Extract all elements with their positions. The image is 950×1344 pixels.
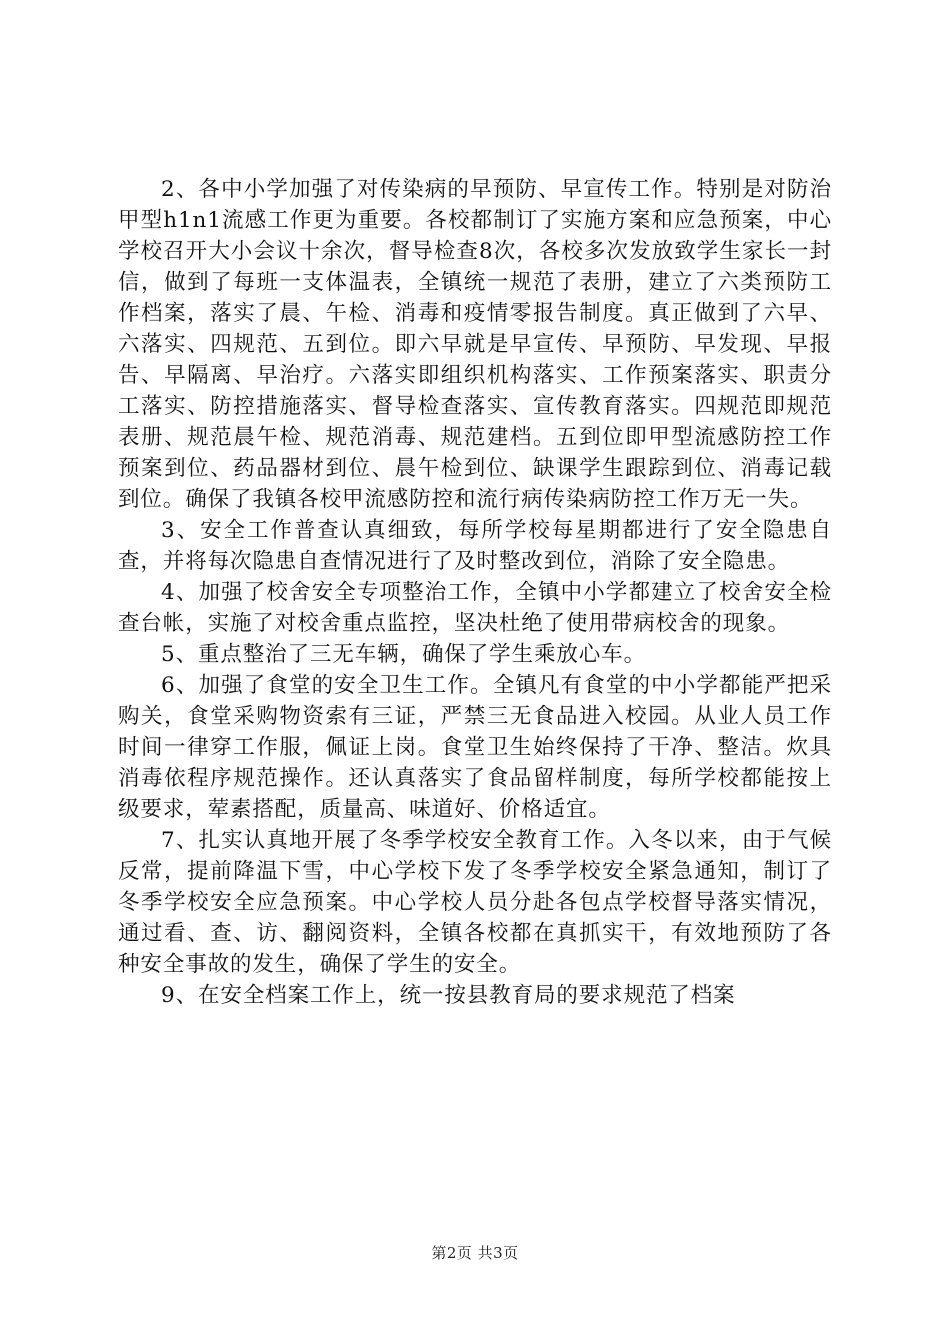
paragraph-4: 4、加强了校舍安全专项整治工作，全镇中小学都建立了校舍安全检查台帐，实施了对校舍重点监控，坚决杜绝了使用带病校舍的现象。 <box>118 580 832 636</box>
document-body <box>118 174 832 1011</box>
page-footer: 第2页 共3页 <box>431 1244 519 1262</box>
paragraph-3: 3、安全工作普查认真细致，每所学校每星期都进行了安全隐患自查，并将每次隐患自查情况进行了及时整改到位，消除了安全隐患。 <box>118 518 832 574</box>
paragraph-5: 5、重点整治了三无车辆，确保了学生乘放心车。 <box>161 642 646 667</box>
paragraph-6: 6、加强了食堂的安全卫生工作。全镇凡有食堂的中小学都能严把采购关，食堂采购物资索有三证，严禁三无食品进入校园。从业人员工作时间一律穿工作服，佩证上岗。食堂卫生始终保持了干净、整洁。炊具消毒依程序规范操作。还认真落实了食品留样制度，每所学校都能按上级要求，荤素搭配，质量高、味道好、价格适宜。 <box>118 673 832 822</box>
paragraph-2: 2、各中小学加强了对传染病的早预防、早宣传工作。特别是对防治甲型h1n1流感工作更为重要。各校都制订了实施方案和应急预案，中心学校召开大小会议十余次，督导检查8次，各校多次发放致学生家长一封信，做到了每班一支体温表，全镇统一规范了表册，建立了六类预防工作档案，落实了晨、午检、消毒和疫情零报告制度。真正做到了六早、六落实、四规范、五到位。即六早就是早宣传、早预防、早发现、早报告、早隔离、早治疗。六落实即组织机构落实、工作预案落实、职责分工落实、防控措施落实、督导检查落实、宣传教育落实。四规范即规范表册、规范晨午检、规范消毒、规范建档。五到位即甲型流感防控工作预案到位、药品器材到位、晨午检到位、缺课学生跟踪到位、消毒记载到位。确保了我镇各校甲流感防控和流行病传染病防控工作万无一失。 <box>118 177 832 512</box>
paragraph-7: 7、扎实认真地开展了冬季学校安全教育工作。入冬以来，由于气候反常，提前降温下雪，中心学校下发了冬季学校安全紧急通知，制订了冬季学校安全应急预案。中心学校人员分赴各包点学校督导落实情况，通过看、查、访、翻阅资料，全镇各校都在真抓实干，有效地预防了各种安全事故的发生，确保了学生的安全。 <box>118 828 832 977</box>
paragraph-9: 9、在安全档案工作上，统一按县教育局的要求规范了档案 <box>161 983 736 1008</box>
